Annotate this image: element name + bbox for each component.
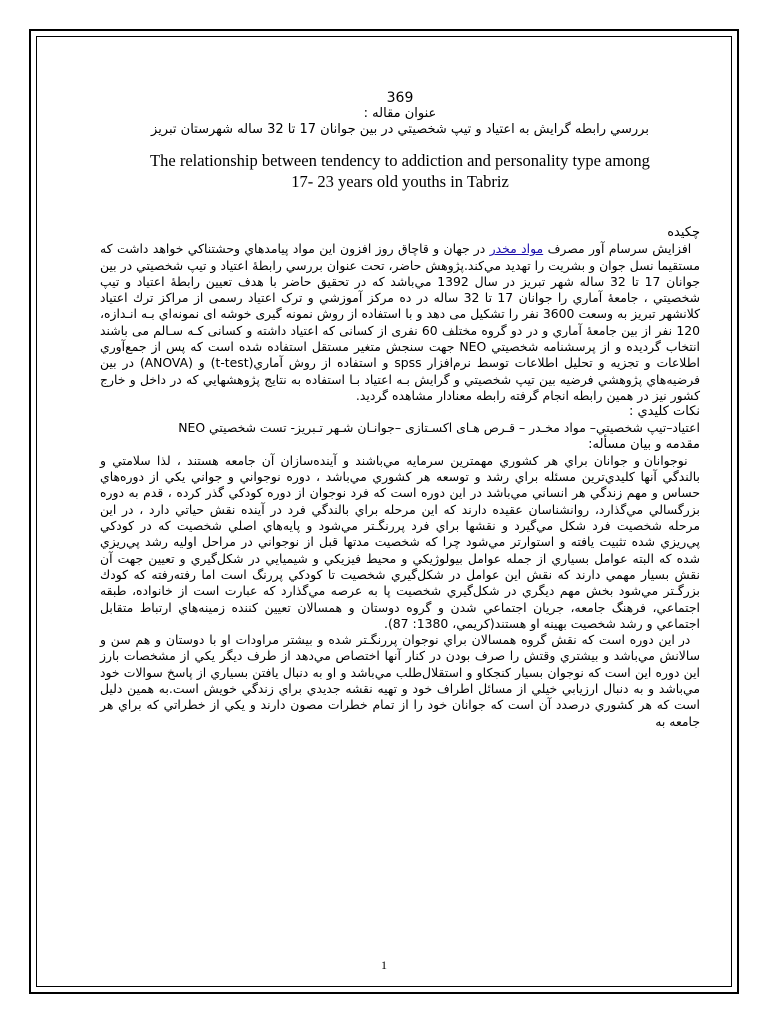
page-number: 1 <box>381 958 387 972</box>
intro-paragraph-1 <box>100 453 700 632</box>
intro-heading: مقدمه و بيان مسأله: <box>588 436 700 452</box>
article-number: 369 <box>386 90 414 106</box>
drugs-link[interactable]: مواد مخدر <box>489 241 544 257</box>
persian-title: بررسي رابطه گرايش به اعتياد و تيپ شخصيتي در بين جوانان 17 تا 32 ساله شهرستان تبريز <box>151 122 649 137</box>
intro-paragraph-2-text: در اين دوره است كه نقش گروه همسالان براي نوجوان پررنگـتر شده و بيشتر مراودات او با دوستان و هم سن و سالانش مي‌باشد و بيشتري وقتش را صرف بودن در كنار آنها اختصاص مي‌دهد از طرف ديگر يكي از مشخصات بارز اين دوره اين است كه نوجوان بسيار كنجكاو و استقلال‌طلب مي‌باشد و او به دنبال يافتن بسياري از پاسخ سوالات خود مي‌باشد و به دنبال ارزيابي خيلي از مسائل اطراف خود و تهيه نقشه جديدي براي زندگي خويش است.به همين دليل است كه هر كشوري درصدد آن است كه جوانان خود را از تمام خطرات مصون دارند و يكي از خطراتي كه براي هر جامعه به <box>100 632 700 729</box>
abstract-text-rest: در جهان و قاچاق روز افزون اين مواد پيامدهاي وحشتناكي خواهد داشت كه مستقيما نسل جوان و بشريت را تهديد مي‌كند.پژوهش حاضر، تحت عنوان بررسي رابطهٔ اعتياد و تيپ شخصيتي در بين جوانان 17 تا 32 ساله شهر تبريز در سال 1392 مي‌باشد كه در تحقيق حاضر با هدف تعيين رابطهٔ اعتياد و تيپ شخصيتي ، جامعهٔ آماري را جوانان 17 تا 32 ساله در ده مركز آموزشي و ترک اعتياد رسمی از مراكز ترك اعتياد كلانشهر تبريز به وسعت 3600 نفر را تشكيل می دهد و با استفاده از روش نمونه گيری خوشه ای نمونه‌اي بـه انـدازه، 120 نفر از بين جامعهٔ آماري و در دو گروه مختلف 60 نفری از كسانی كه اعتياد داشته و كسانی كـه سـالم می باشند انتخاب گرديده و از پرسشنامه شخصيتي NEO جهت سنجش متغير مستقل استفاده شده است كه پس از جمع‌آوري اطلاعات و تجزيه و تحليل اطلاعات توسط نرم‌افزار spss و استفاده از روش آماري(t-test) و (ANOVA) در بين فرضيه‌هاي پژوهشي فرضيه بين تيپ شخصيتي و گرايش بـه اعتياد بـا استفاده به نتايج پژوهشهايي كه در داخل و خارج كشور نيز در همين رابطه انجام گرفته رابطه معنادار مشاهده گرديد. <box>100 241 701 403</box>
intro-paragraph-2 <box>100 632 700 730</box>
abstract-paragraph <box>100 241 700 404</box>
intro-paragraph-1-text: نوجوانان و جوانان براي هر كشوري مهمترين سرمايه مي‌باشند و آينده‌سازان آن جامعه هستند ، لذا سلامتي و بالندگي آنها كليدي‌ترين مسئله براي رشد و توسعه هر كشوري مي‌باشد ، دوره نوجواني و جواني يكي از دوره‌هاي حساس و مهم زندگي هر انساني مي‌باشد در اين دوره است كه فرد نوجوان از دوره كودكي گذر كرده ، قدم به دوره بزرگسالي مي‌گذارد، روانشناسان عقيده دارند كه اين مرحله براي بالندگي فرد در آينده نقش حياتي دارد ، در اين مرحله شخصيت فرد شكل مي‌گيرد و نقشها براي فرد پررنگـتر مي‌شود و پايه‌هاي اصلي شخصيت كه در كودكي پي‌ريزي شده تثبيت يافته و استوارتر مي‌شود چرا كه شخصيت مدتها قبل از نوجواني در مراحل اوليه رشد پي‌ريزي شده كه البته عوامل بسياري از جمله عوامل بيولوژيكي و محيط فيزيكي و شيميايي در شكل‌گيري و تعيين جهت آن نقش بسيار مهمي دارند كه نقش اين عوامل در شكل‌گيري شخصيت تا كودكي پررنگ است اما رفته‌رفته كه كودك بزرگـتر مي‌شود بخش مهم ديگري در شكل‌گيري شخصيت پا به عرصه مي‌گذارد كه عبارت است از خانواده، طبقه اجتماعي، فرهنگ جامعه، جريان اجتماعي شدن و گروه دوستان و همسالان تعيين كننده زمينه‌هاي ارتباط متقابل اجتماعي و رشد شخصيت بهينه او هستند(كريمي، 1380: 87). <box>100 452 700 631</box>
english-title-line-1: The relationship between tendency to addiction and personality type among <box>150 151 650 170</box>
article-label: عنوان مقاله : <box>363 106 437 121</box>
keywords-heading: نكات كليدي : <box>628 404 700 420</box>
abstract-heading: چكيده <box>667 225 700 240</box>
english-title <box>100 150 700 192</box>
keywords-text: اعتياد–تيپ شخصيتي– مواد مخـدر – قـرص هـای اكسـتازی –جوانـان شـهر تـبريز- تست شخصيتي NEO <box>178 420 700 436</box>
abstract-text-start: افزايش سرسام آور مصرف <box>547 241 692 257</box>
document-body <box>100 90 700 730</box>
english-title-line-2: 17- 23 years old youths in Tabriz <box>291 172 509 191</box>
